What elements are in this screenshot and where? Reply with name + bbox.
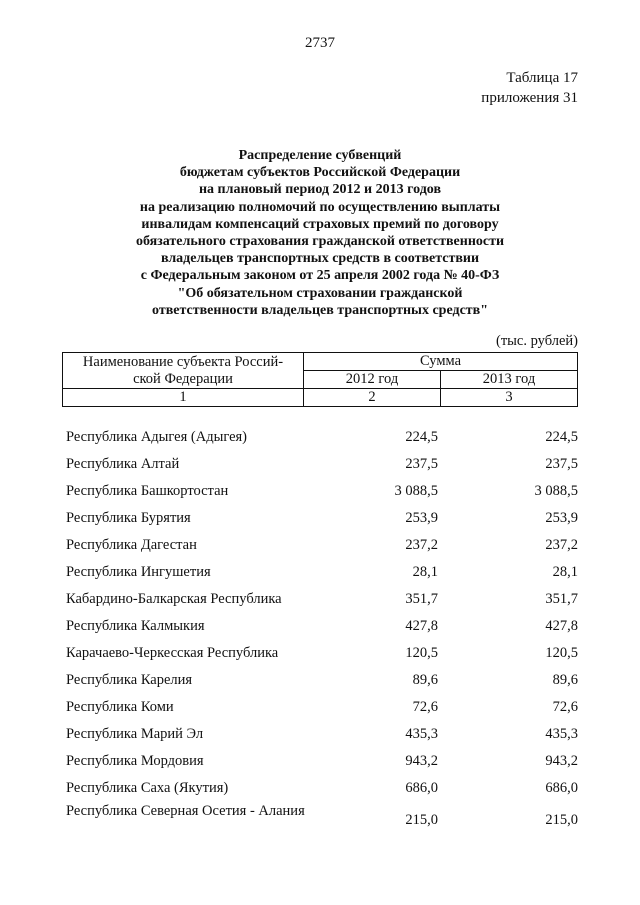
- annex-table-label: Таблица 17: [506, 70, 578, 86]
- header-col-number: 3: [441, 389, 578, 407]
- title-line: инвалидам компенсаций страховых премий по договору: [141, 216, 499, 232]
- units-label: (тыс. рублей): [496, 333, 578, 349]
- table-row: [62, 723, 578, 750]
- table-body: [62, 426, 578, 844]
- region-name: Республика Саха (Якутия): [66, 780, 229, 796]
- table-row: [62, 615, 578, 642]
- table-row: [62, 588, 578, 615]
- title-line: обязательного страхования гражданской ответственности: [135, 234, 505, 250]
- value-2012: 427,8: [405, 618, 438, 634]
- value-2012: 237,2: [405, 537, 438, 553]
- header-name-line: ской Федерации: [133, 370, 233, 387]
- table-row: [62, 750, 578, 777]
- header-col-number: 1: [63, 389, 304, 407]
- region-name: Республика Марий Эл: [66, 726, 204, 742]
- region-name: Республика Мордовия: [66, 753, 204, 769]
- value-2013: 237,2: [545, 537, 578, 553]
- header-year-2012: 2012 год: [304, 371, 441, 389]
- value-2012: 237,5: [405, 456, 438, 472]
- value-2013: 215,0: [545, 812, 578, 828]
- table-header: [62, 352, 578, 407]
- header-name-column: [63, 353, 304, 389]
- value-2013: 28,1: [552, 564, 578, 580]
- table-row: [62, 426, 578, 453]
- region-name: Республика Дагестан: [66, 537, 197, 553]
- table-row: [62, 534, 578, 561]
- title-line: бюджетам субъектов Российской Федерации: [179, 165, 461, 181]
- value-2012: 28,1: [412, 564, 438, 580]
- value-2012: 120,5: [405, 645, 438, 661]
- region-name: Республика Коми: [66, 699, 174, 715]
- title-line: "Об обязательном страховании гражданской: [177, 285, 463, 301]
- region-name: Республика Адыгея (Адыгея): [66, 429, 248, 445]
- table-row: [62, 453, 578, 480]
- table-row: [62, 507, 578, 534]
- table-row: [62, 642, 578, 669]
- region-name: Кабардино-Балкарская Республика: [66, 591, 282, 607]
- table-row: [62, 669, 578, 696]
- region-name: Республика Северная Осетия - Алания: [66, 803, 305, 819]
- region-name: Республика Калмыкия: [66, 618, 205, 634]
- table-row: [62, 561, 578, 588]
- document-title: [60, 147, 580, 319]
- value-2012: 253,9: [405, 510, 438, 526]
- header-year-2013: 2013 год: [441, 371, 578, 389]
- annex-reference: [481, 68, 578, 108]
- header-sum: Сумма: [304, 353, 578, 371]
- value-2013: 89,6: [552, 672, 578, 688]
- region-name: Республика Карелия: [66, 672, 193, 688]
- value-2012: 89,6: [412, 672, 438, 688]
- title-line: ответственности владельцев транспортных средств": [152, 302, 488, 318]
- value-2012: 686,0: [405, 780, 438, 796]
- region-name: Карачаево-Черкесская Республика: [66, 645, 279, 661]
- value-2012: 215,0: [405, 812, 438, 828]
- value-2013: 351,7: [545, 591, 578, 607]
- value-2013: 435,3: [545, 726, 578, 742]
- table-row: [62, 696, 578, 723]
- header-name-line: Наименование субъекта Россий-: [82, 353, 284, 370]
- value-2013: 427,8: [545, 618, 578, 634]
- table-row: [62, 777, 578, 804]
- value-2012: 943,2: [405, 753, 438, 769]
- title-line: на плановый период 2012 и 2013 годов: [198, 182, 442, 198]
- value-2012: 72,6: [412, 699, 438, 715]
- header-col-number: 2: [304, 389, 441, 407]
- value-2013: 120,5: [545, 645, 578, 661]
- title-line: на реализацию полномочий по осуществлению выплаты: [139, 199, 501, 215]
- title-line: владельцев транспортных средств в соответствии: [160, 251, 480, 267]
- value-2012: 3 088,5: [394, 483, 438, 499]
- page-number: 2737: [305, 35, 335, 51]
- region-name: Республика Ингушетия: [66, 564, 211, 580]
- value-2013: 72,6: [552, 699, 578, 715]
- value-2013: 253,9: [545, 510, 578, 526]
- value-2013: 943,2: [545, 753, 578, 769]
- title-line: Распределение субвенций: [238, 148, 402, 163]
- title-line: с Федеральным законом от 25 апреля 2002 года № 40-ФЗ: [140, 268, 500, 284]
- value-2013: 224,5: [545, 429, 578, 445]
- value-2013: 686,0: [545, 780, 578, 796]
- region-name: Республика Алтай: [66, 456, 180, 472]
- value-2012: 224,5: [405, 429, 438, 445]
- region-name: Республика Бурятия: [66, 510, 191, 526]
- value-2012: 435,3: [405, 726, 438, 742]
- region-name: Республика Башкортостан: [66, 483, 229, 499]
- annex-appendix-label: приложения 31: [481, 90, 578, 106]
- value-2012: 351,7: [405, 591, 438, 607]
- value-2013: 3 088,5: [534, 483, 578, 499]
- value-2013: 237,5: [545, 456, 578, 472]
- table-row: [62, 480, 578, 507]
- table-row: [62, 804, 578, 844]
